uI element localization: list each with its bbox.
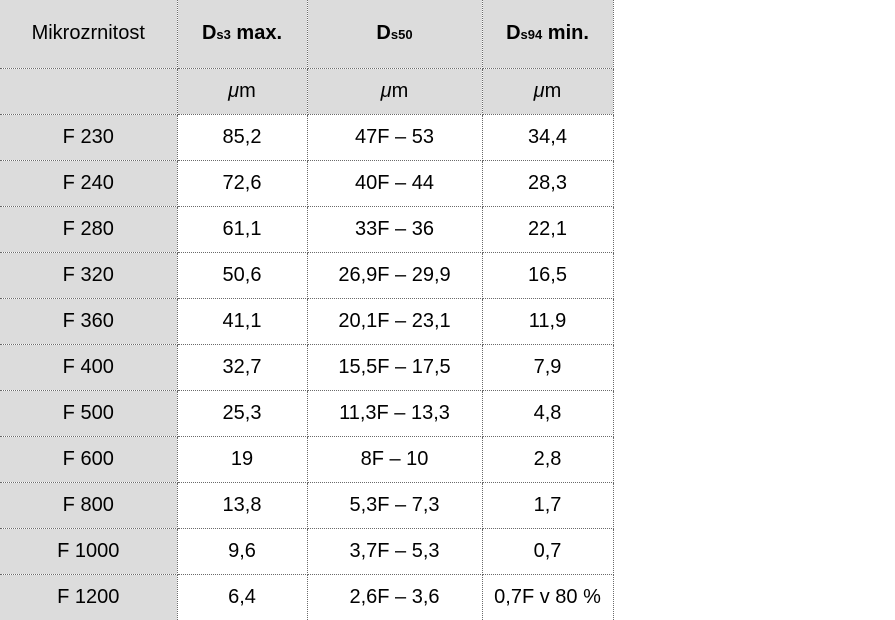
unit-row xyxy=(0,68,613,114)
table-row xyxy=(0,114,613,160)
unit-cell-empty xyxy=(0,68,177,114)
ds50-cell: 33F – 36 xyxy=(307,206,482,252)
ds50-cell: 8F – 10 xyxy=(307,436,482,482)
ds50-cell: 20,1F – 23,1 xyxy=(307,298,482,344)
table-row xyxy=(0,390,613,436)
ds3-cell: 41,1 xyxy=(177,298,307,344)
table-row xyxy=(0,206,613,252)
grit-cell: F 1000 xyxy=(0,528,177,574)
ds94-cell: 11,9 xyxy=(482,298,613,344)
grit-cell: F 360 xyxy=(0,298,177,344)
unit-m-text: m xyxy=(391,79,409,102)
ds50-cell: 2,6F – 3,6 xyxy=(307,574,482,620)
header-mikrozrnitost: Mikrozrnitost xyxy=(0,0,177,68)
ds94-cell: 28,3 xyxy=(482,160,613,206)
ds50-cell: 47F – 53 xyxy=(307,114,482,160)
ds94-cell: 16,5 xyxy=(482,252,613,298)
ds50-cell: 3,7F – 5,3 xyxy=(307,528,482,574)
ds94-cell: 22,1 xyxy=(482,206,613,252)
ds50-cell: 5,3F – 7,3 xyxy=(307,482,482,528)
grit-cell: F 240 xyxy=(0,160,177,206)
header-ds94-sub: s94 xyxy=(520,27,543,43)
ds3-cell: 13,8 xyxy=(177,482,307,528)
ds3-cell: 50,6 xyxy=(177,252,307,298)
table-row xyxy=(0,344,613,390)
header-ds94-min xyxy=(482,0,613,68)
ds94-cell: 34,4 xyxy=(482,114,613,160)
unit-cell-ds50 xyxy=(307,68,482,114)
unit-cell-ds3 xyxy=(177,68,307,114)
grit-cell: F 1200 xyxy=(0,574,177,620)
unit-m-text: m xyxy=(544,79,562,102)
grit-cell: F 400 xyxy=(0,344,177,390)
grit-cell: F 280 xyxy=(0,206,177,252)
ds3-cell: 9,6 xyxy=(177,528,307,574)
grit-cell: F 600 xyxy=(0,436,177,482)
ds50-cell: 26,9F – 29,9 xyxy=(307,252,482,298)
ds94-cell: 7,9 xyxy=(482,344,613,390)
table-row xyxy=(0,252,613,298)
table-row xyxy=(0,482,613,528)
grit-cell: F 230 xyxy=(0,114,177,160)
unit-mu-symbol: μ xyxy=(533,79,545,102)
unit-cell-ds94 xyxy=(482,68,613,114)
header-ds3-suffix: max. xyxy=(230,22,283,45)
ds3-cell: 32,7 xyxy=(177,344,307,390)
grit-cell: F 320 xyxy=(0,252,177,298)
ds3-cell: 85,2 xyxy=(177,114,307,160)
grit-cell: F 800 xyxy=(0,482,177,528)
header-row xyxy=(0,0,613,68)
header-ds50-sub: s50 xyxy=(390,27,413,43)
ds94-cell: 2,8 xyxy=(482,436,613,482)
table-row xyxy=(0,574,613,620)
table-row xyxy=(0,160,613,206)
ds50-cell: 15,5F – 17,5 xyxy=(307,344,482,390)
header-ds3-sub: s3 xyxy=(216,27,231,43)
unit-mu-symbol: μ xyxy=(228,79,240,102)
ds3-cell: 72,6 xyxy=(177,160,307,206)
ds94-cell: 0,7 xyxy=(482,528,613,574)
table-row xyxy=(0,436,613,482)
ds50-cell: 11,3F – 13,3 xyxy=(307,390,482,436)
table-row xyxy=(0,528,613,574)
header-ds3-max xyxy=(177,0,307,68)
table-row xyxy=(0,298,613,344)
ds3-cell: 25,3 xyxy=(177,390,307,436)
ds50-cell: 40F – 44 xyxy=(307,160,482,206)
header-ds3-main: D xyxy=(201,22,217,45)
ds94-cell: 1,7 xyxy=(482,482,613,528)
ds94-cell: 0,7F v 80 % xyxy=(482,574,613,620)
header-ds94-suffix: min. xyxy=(542,22,589,45)
ds3-cell: 19 xyxy=(177,436,307,482)
header-ds50-main: D xyxy=(376,22,391,45)
ds3-cell: 61,1 xyxy=(177,206,307,252)
grit-cell: F 500 xyxy=(0,390,177,436)
unit-mu-symbol: μ xyxy=(380,79,392,102)
header-ds50 xyxy=(307,0,482,68)
unit-m-text: m xyxy=(239,79,256,102)
ds94-cell: 4,8 xyxy=(482,390,613,436)
header-ds94-main: D xyxy=(506,22,521,45)
ds3-cell: 6,4 xyxy=(177,574,307,620)
